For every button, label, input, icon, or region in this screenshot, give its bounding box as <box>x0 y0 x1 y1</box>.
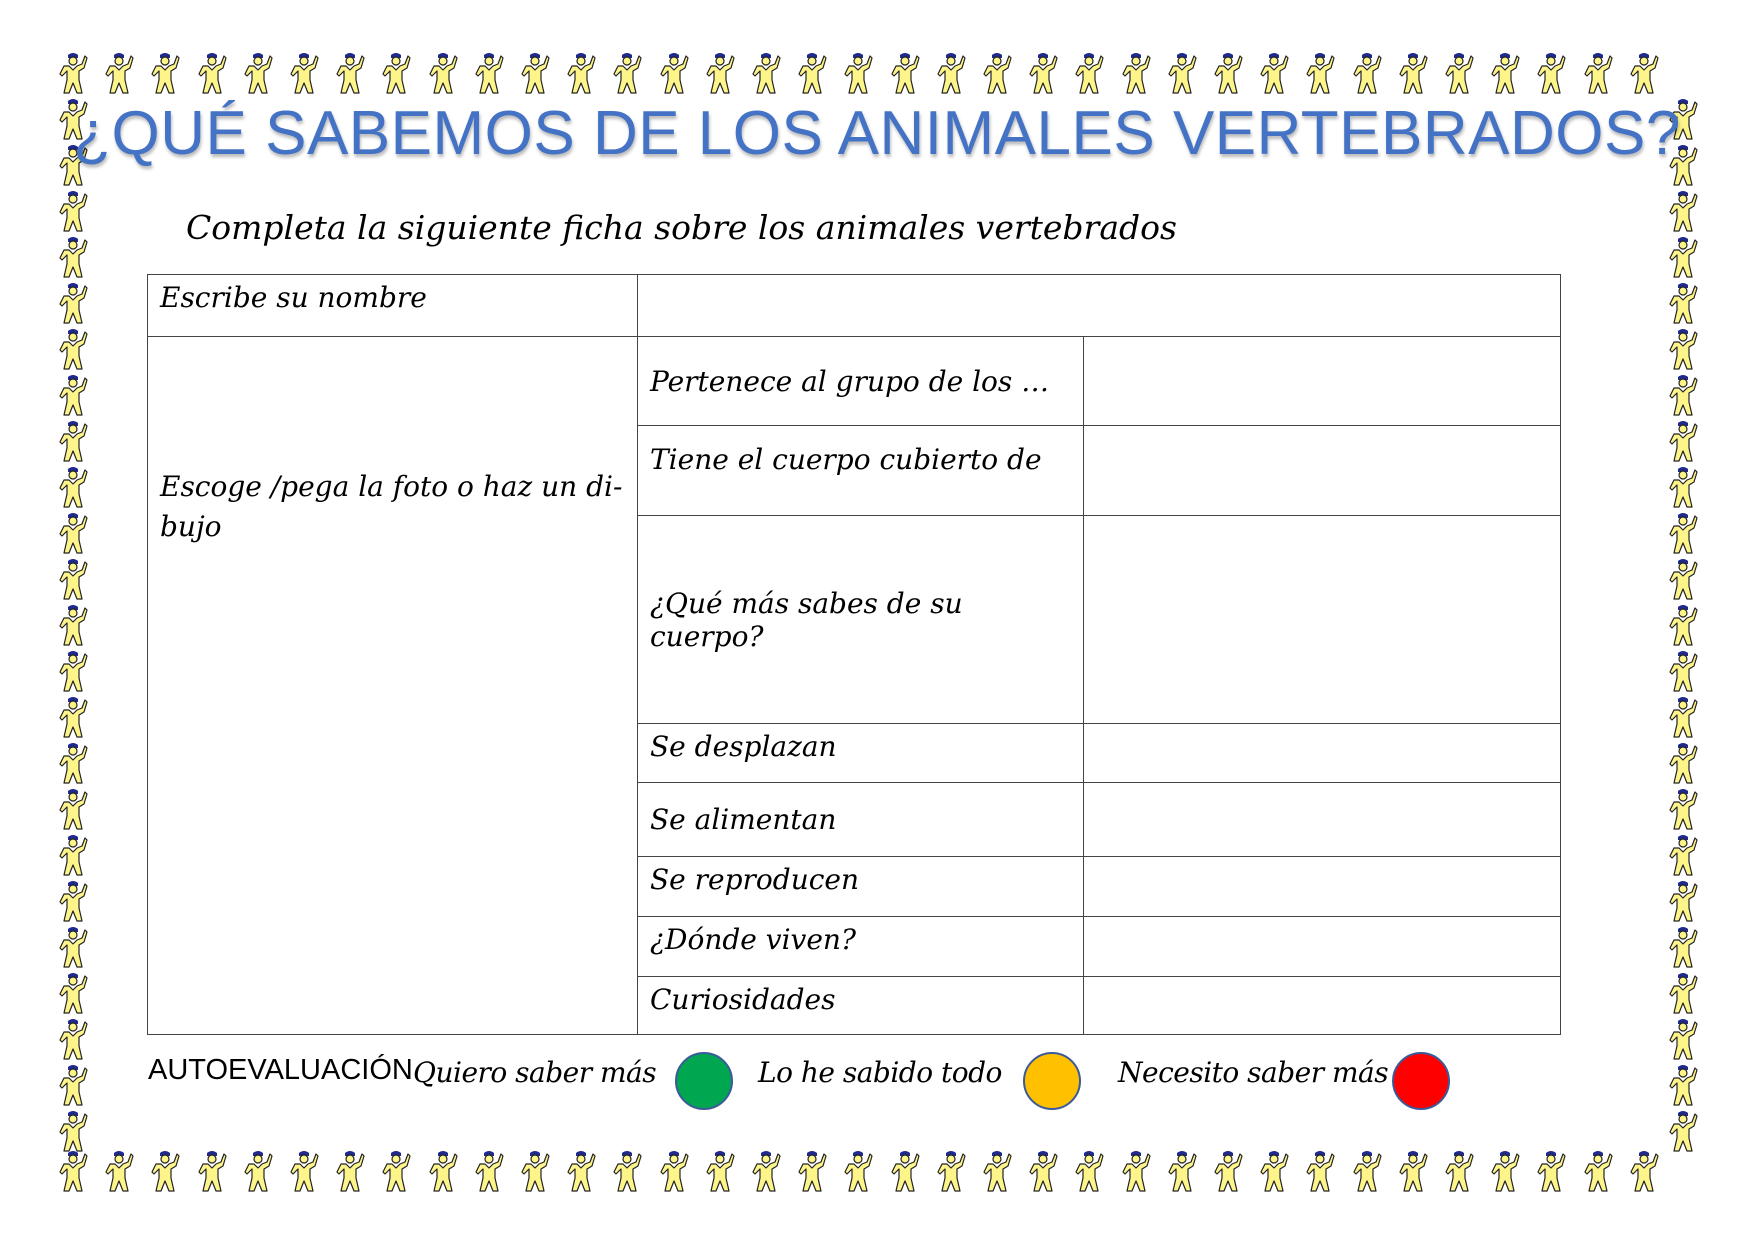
waving-person-icon <box>1631 53 1658 93</box>
waving-person-icon <box>1123 53 1150 93</box>
waving-person-icon <box>60 743 87 783</box>
waving-person-icon <box>1670 421 1697 461</box>
waving-person-icon <box>938 53 965 93</box>
waving-person-icon <box>60 605 87 645</box>
waving-person-icon <box>60 1019 87 1059</box>
waving-person-icon <box>1670 881 1697 921</box>
waving-person-icon <box>1670 651 1697 691</box>
waving-person-icon <box>1538 1151 1565 1191</box>
waving-person-icon <box>1354 53 1381 93</box>
waving-person-icon <box>1123 1151 1150 1191</box>
self-assessment <box>148 1052 1468 1116</box>
option-label-knew-all: Lo he sabido todo <box>758 1056 1002 1089</box>
row-label: Pertenece al grupo de los … <box>638 337 1084 426</box>
waving-person-icon <box>199 1151 226 1191</box>
waving-person-icon <box>1670 973 1697 1013</box>
row-label: ¿Qué más sabes de su cuerpo? <box>638 516 1084 724</box>
waving-person-icon <box>1169 53 1196 93</box>
waving-person-icon <box>1670 927 1697 967</box>
waving-person-icon <box>60 53 87 93</box>
waving-person-icon <box>1400 1151 1427 1191</box>
waving-person-icon <box>383 53 410 93</box>
waving-person-icon <box>1670 375 1697 415</box>
waving-person-icon <box>707 1151 734 1191</box>
waving-person-icon <box>291 1151 318 1191</box>
answer-cell[interactable] <box>1084 783 1561 857</box>
waving-person-icon <box>60 789 87 829</box>
option-label-want-more: Quiero saber más <box>413 1056 657 1089</box>
waving-person-icon <box>60 191 87 231</box>
waving-person-icon <box>60 1111 87 1151</box>
waving-person-icon <box>60 513 87 553</box>
answer-cell[interactable] <box>1084 516 1561 724</box>
waving-person-icon <box>1492 1151 1519 1191</box>
waving-person-icon <box>476 53 503 93</box>
waving-person-icon <box>707 53 734 93</box>
waving-person-icon <box>1670 835 1697 875</box>
waving-person-icon <box>568 53 595 93</box>
answer-cell[interactable] <box>1084 917 1561 977</box>
waving-person-icon <box>60 835 87 875</box>
waving-person-icon <box>60 973 87 1013</box>
waving-person-icon <box>1169 1151 1196 1191</box>
option-label-need-more: Necesito saber más <box>1118 1056 1389 1089</box>
waving-person-icon <box>984 1151 1011 1191</box>
waving-person-icon <box>1585 53 1612 93</box>
waving-person-icon <box>1030 1151 1057 1191</box>
waving-person-icon <box>522 53 549 93</box>
yellow-circle-icon[interactable] <box>1023 1052 1081 1110</box>
waving-person-icon <box>1670 743 1697 783</box>
waving-person-icon <box>1261 53 1288 93</box>
answer-cell[interactable] <box>1084 857 1561 917</box>
waving-person-icon <box>106 1151 133 1191</box>
waving-person-icon <box>1631 1151 1658 1191</box>
instructions: Completa la siguiente ficha sobre los animales vertebrados <box>186 208 1177 247</box>
waving-person-icon <box>60 697 87 737</box>
waving-person-icon <box>845 53 872 93</box>
waving-person-icon <box>1076 53 1103 93</box>
waving-person-icon <box>614 53 641 93</box>
waving-person-icon <box>60 375 87 415</box>
name-label: Escribe su nombre <box>148 275 638 337</box>
waving-person-icon <box>245 1151 272 1191</box>
waving-person-icon <box>661 53 688 93</box>
waving-person-icon <box>1670 329 1697 369</box>
waving-person-icon <box>1215 53 1242 93</box>
waving-person-icon <box>1670 605 1697 645</box>
waving-person-icon <box>1307 1151 1334 1191</box>
row-label: Se desplazan <box>638 724 1084 783</box>
waving-person-icon <box>476 1151 503 1191</box>
waving-person-icon <box>430 53 457 93</box>
waving-person-icon <box>661 1151 688 1191</box>
waving-person-icon <box>1400 53 1427 93</box>
waving-person-icon <box>60 329 87 369</box>
self-assessment-label: AUTOEVALUACIÓN <box>148 1054 413 1086</box>
waving-person-icon <box>1446 1151 1473 1191</box>
waving-person-icon <box>199 53 226 93</box>
waving-person-icon <box>522 1151 549 1191</box>
waving-person-icon <box>1670 1111 1697 1151</box>
row-label: Tiene el cuerpo cubierto de <box>638 426 1084 516</box>
waving-person-icon <box>430 1151 457 1191</box>
waving-person-icon <box>845 1151 872 1191</box>
waving-person-icon <box>568 1151 595 1191</box>
waving-person-icon <box>337 53 364 93</box>
waving-person-icon <box>1261 1151 1288 1191</box>
waving-person-icon <box>60 1151 87 1191</box>
waving-person-icon <box>1670 559 1697 599</box>
waving-person-icon <box>1076 1151 1103 1191</box>
waving-person-icon <box>1585 1151 1612 1191</box>
waving-person-icon <box>1670 1019 1697 1059</box>
name-answer-cell[interactable] <box>638 275 1561 337</box>
drawing-area[interactable] <box>148 337 638 1035</box>
waving-person-icon <box>60 467 87 507</box>
green-circle-icon[interactable] <box>675 1052 733 1110</box>
waving-person-icon <box>1670 697 1697 737</box>
answer-cell[interactable] <box>1084 337 1561 426</box>
waving-person-icon <box>1670 467 1697 507</box>
waving-person-icon <box>337 1151 364 1191</box>
waving-person-icon <box>799 53 826 93</box>
waving-person-icon <box>1538 53 1565 93</box>
waving-person-icon <box>892 1151 919 1191</box>
waving-person-icon <box>152 1151 179 1191</box>
waving-person-icon <box>1670 191 1697 231</box>
waving-person-icon <box>60 283 87 323</box>
waving-person-icon <box>60 559 87 599</box>
waving-person-icon <box>1492 53 1519 93</box>
waving-person-icon <box>1670 789 1697 829</box>
waving-person-icon <box>60 237 87 277</box>
waving-person-icon <box>614 1151 641 1191</box>
row-label: Se reproducen <box>638 857 1084 917</box>
waving-person-icon <box>753 1151 780 1191</box>
row-label: Curiosidades <box>638 977 1084 1035</box>
waving-person-icon <box>892 53 919 93</box>
waving-person-icon <box>984 53 1011 93</box>
waving-person-icon <box>1670 283 1697 323</box>
table-row <box>148 337 1561 426</box>
waving-person-icon <box>106 53 133 93</box>
waving-person-icon <box>60 651 87 691</box>
red-circle-icon[interactable] <box>1392 1052 1450 1110</box>
answer-cell[interactable] <box>1084 724 1561 783</box>
waving-person-icon <box>1670 513 1697 553</box>
row-label: ¿Dónde viven? <box>638 917 1084 977</box>
waving-person-icon <box>1446 53 1473 93</box>
waving-person-icon <box>938 1151 965 1191</box>
table-row <box>148 275 1561 337</box>
waving-person-icon <box>1307 53 1334 93</box>
waving-person-icon <box>753 53 780 93</box>
waving-person-icon <box>60 881 87 921</box>
waving-person-icon <box>1670 237 1697 277</box>
waving-person-icon <box>383 1151 410 1191</box>
waving-person-icon <box>60 1065 87 1105</box>
drawing-label: Escoge /pega la foto o haz un di-bujo <box>160 470 623 543</box>
answer-cell[interactable] <box>1084 426 1561 516</box>
row-label: Se alimentan <box>638 783 1084 857</box>
waving-person-icon <box>799 1151 826 1191</box>
waving-person-icon <box>1030 53 1057 93</box>
page-title: ¿QUÉ SABEMOS DE LOS ANIMALES VERTEBRADOS? <box>73 99 1681 168</box>
waving-person-icon <box>1215 1151 1242 1191</box>
waving-person-icon <box>1670 1065 1697 1105</box>
worksheet-table <box>147 274 1561 1035</box>
answer-cell[interactable] <box>1084 977 1561 1035</box>
waving-person-icon <box>1354 1151 1381 1191</box>
waving-person-icon <box>60 421 87 461</box>
waving-person-icon <box>152 53 179 93</box>
waving-person-icon <box>291 53 318 93</box>
waving-person-icon <box>60 927 87 967</box>
waving-person-icon <box>245 53 272 93</box>
